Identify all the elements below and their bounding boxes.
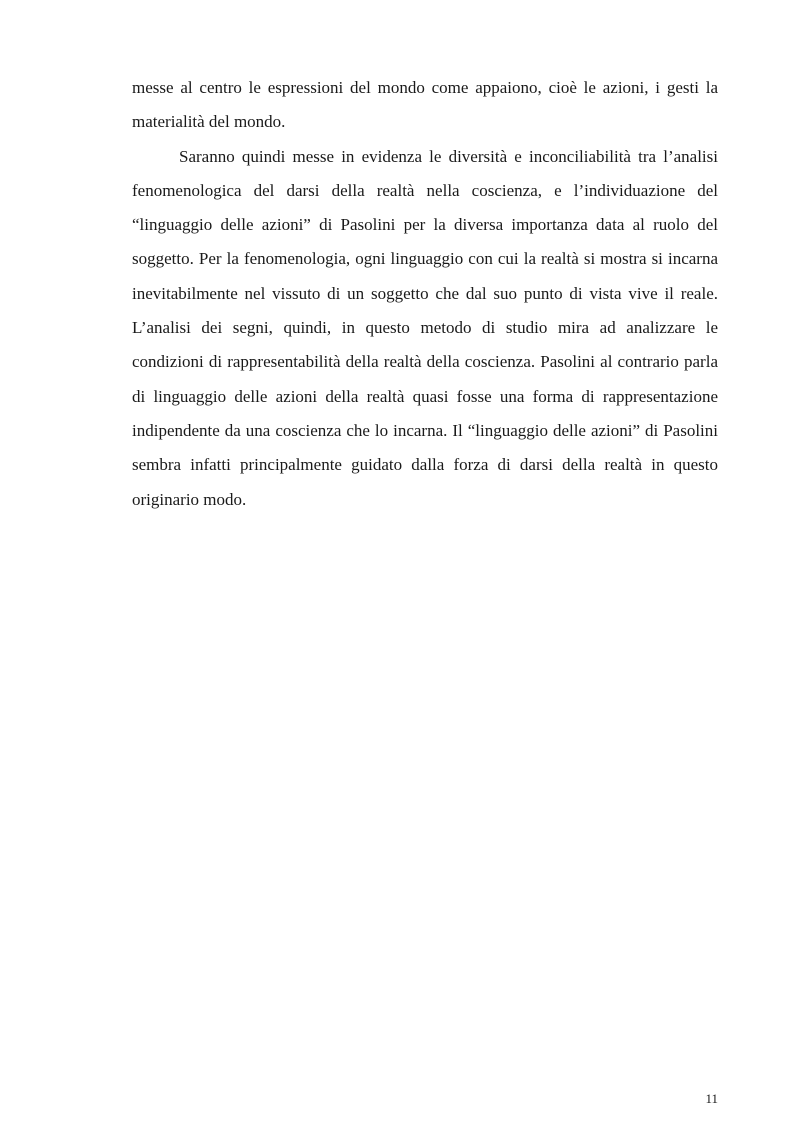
body-text bbox=[132, 71, 718, 517]
page-number: 11 bbox=[705, 1091, 718, 1106]
paragraph-main: Saranno quindi messe in evidenza le diversità e inconciliabilità tra l’analisi fenomenologica del darsi della realtà nella coscienza, e l’individuazione del “linguaggio delle azioni” di Pasolini per la diversa importanza data al ruolo del soggetto. Per la fenomenologia, ogni linguaggio con cui la realtà si mostra si incarna inevitabilmente nel vissuto di un soggetto che dal suo punto di vista vive il reale. L’analisi dei segni, quindi, in questo metodo di studio mira ad analizzare le condizioni di rappresentabilità della realtà della coscienza. Pasolini al contrario parla di linguaggio delle azioni della realtà quasi fosse una forma di rappresentazione indipendente da una coscienza che lo incarna. Il “linguaggio delle azioni” di Pasolini sembra infatti principalmente guidato dalla forza di darsi della realtà in questo originario modo. bbox=[132, 146, 718, 509]
paragraph-continuation: messe al centro le espressioni del mondo come appaiono, cioè le azioni, i gesti la materialità del mondo. bbox=[132, 78, 718, 132]
